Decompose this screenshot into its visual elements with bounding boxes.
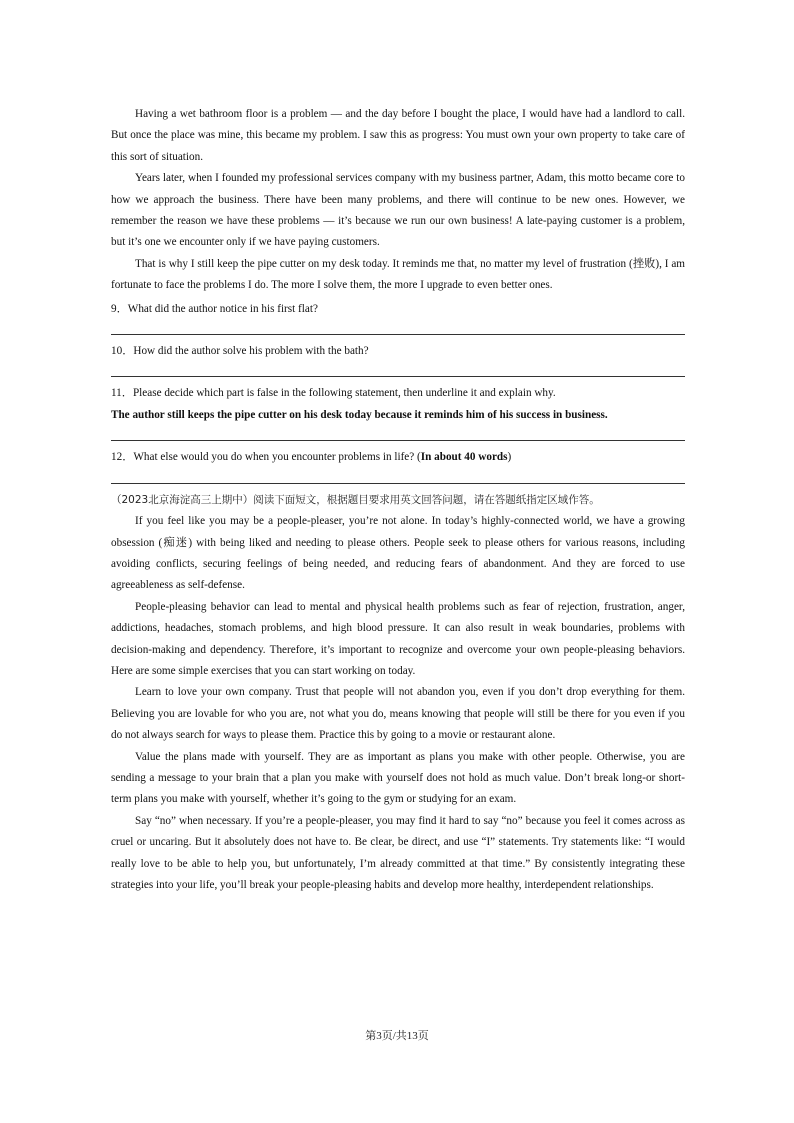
passage1-paragraph-3: That is why I still keep the pipe cutter on my desk today. It reminds me that, no matter my level of frustration (挫败), I am fortunate to face the problems I do. The more I solve them, the more I upgrade to even better ones. [111,257,685,292]
passage2-paragraph-2: People-pleasing behavior can lead to mental and physical health problems such as fear of rejection, frustration, anger, addictions, headaches, stomach problems, and high blood pressure. It can also result in weak boundaries, problems with decision-making and dependency. Therefore, it’s important to recognize and overcome your own people-pleasing behaviors. Here are some simple exercises that you can start working on today. [111,600,685,677]
passage2-paragraph-4: Value the plans made with yourself. They are as important as plans you make with other people. Otherwise, you are sending a message to your brain that a plan you make with yourself does not hold as much value. Don’t break long-or short-term plans you make with yourself, whether it’s going to the gym or studying for an exam. [111,750,685,806]
answer-line-9[interactable] [111,320,685,335]
question-12-word-limit: In about 40 words [420,451,508,464]
question-10: 10．How did the author solve his problem with the bath? [111,345,369,358]
question-11: 11．Please decide which part is false in the following statement, then underline it and explain why. [111,387,556,400]
answer-line-12[interactable] [111,469,685,484]
question-11-statement: The author still keeps the pipe cutter on his desk today because it reminds him of his success in business. [111,408,608,421]
document-page [111,104,685,896]
passage2-paragraph-5: Say “no” when necessary. If you’re a people-pleaser, you may find it hard to say “no” because you feel it comes across as cruel or uncaring. But it absolutely does not have to. Be clear, be direct, and use “I” statements. Try statements like: “I would really love to be able to help you, but unfortunately, I’m already committed at that time.” By consistently integrating these strategies into your life, you’ll break your people-pleasing habits and develop more healthy, interdependent relationships. [111,814,685,891]
question-12 [111,447,685,468]
passage2-source: （2023北京海淀高三上期中）阅读下面短文，根据题目要求用英文回答问题，请在答题纸指定区域作答。 [111,493,600,506]
passage2-paragraph-1: If you feel like you may be a people-pleaser, you’re not alone. In today’s highly-connected world, we have a growing obsession (痴迷) with being liked and needing to please others. People seek to please others for various reasons, including avoiding conflicts, securing feelings of being needed, and reducing fears of abandonment. And they are forced to use agreeableness as self-defense. [111,515,685,592]
answer-line-11[interactable] [111,426,685,441]
question-9: 9．What did the author notice in his first flat? [111,302,318,315]
page-number: 第3页/共13页 [365,1030,429,1042]
question-12-close: ) [507,451,512,464]
answer-line-10[interactable] [111,362,685,377]
passage1-paragraph-1: Having a wet bathroom floor is a problem — and the day before I bought the place, I would have had a landlord to call. But once the place was mine, this became my problem. I saw this as progress: You must own your own property to take care of this sort of situation. [111,108,685,163]
question-12-text: 12．What else would you do when you encounter problems in life? ( [111,451,421,464]
passage2-paragraph-3: Learn to love your own company. Trust that people will not abandon you, even if you don’t drop everything for them. Believing you are lovable for who you are, not what you do, means knowing that people will still be there for you even if you do not always search for ways to please them. Practice this by going to a movie or restaurant alone. [111,686,685,742]
passage1-paragraph-2: Years later, when I founded my professional services company with my business partner, Adam, this motto became core to how we approach the business. There have been many problems, and there will continue to be new ones. However, we remember the reason we have these problems — it’s because we run our own business! A late-paying customer is a problem, but it’s one we encounter only if we have paying customers. [111,172,685,249]
